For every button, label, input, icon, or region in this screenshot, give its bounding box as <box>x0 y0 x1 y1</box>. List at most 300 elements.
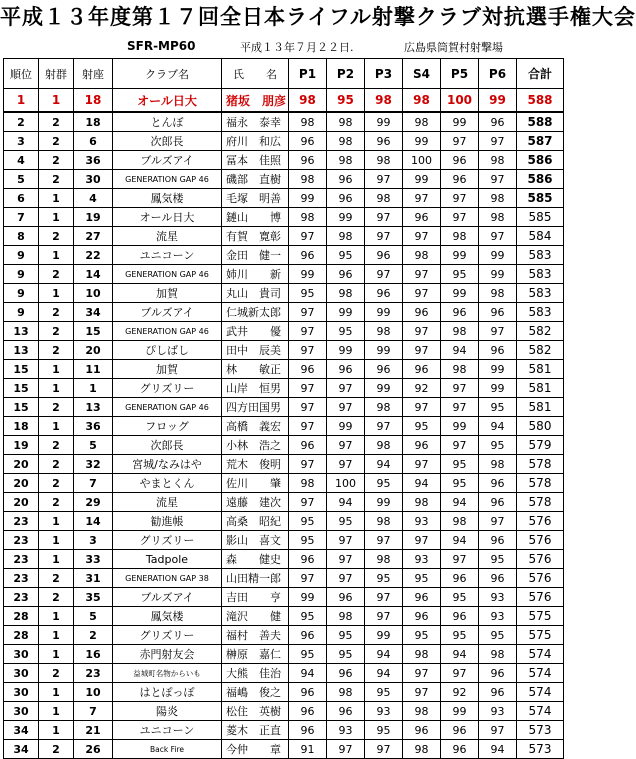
cell-club: グリズリー <box>113 379 222 398</box>
table-row <box>4 626 564 645</box>
cell-rank: 15 <box>4 379 39 398</box>
cell-p5: 98 <box>441 512 479 531</box>
cell-p3: 94 <box>365 455 403 474</box>
cell-name: 高橋 義宏 <box>222 417 289 436</box>
cell-name: 武井 優 <box>222 322 289 341</box>
cell-club: GENERATION GAP 46 <box>113 322 222 341</box>
cell-club: 勧進帳 <box>113 512 222 531</box>
table-row <box>4 512 564 531</box>
cell-club: グリズリー <box>113 626 222 645</box>
cell-name: 影山 喜文 <box>222 531 289 550</box>
cell-p6: 98 <box>479 208 517 227</box>
results-body <box>4 89 564 759</box>
cell-s4: 96 <box>403 208 441 227</box>
cell-p2: 97 <box>327 398 365 417</box>
cell-name: 今仲 章 <box>222 740 289 759</box>
cell-group: 1 <box>39 626 74 645</box>
cell-p2: 99 <box>327 208 365 227</box>
cell-p6: 96 <box>479 683 517 702</box>
cell-club: 流星 <box>113 493 222 512</box>
cell-s4: 95 <box>403 626 441 645</box>
cell-p6: 99 <box>479 89 517 113</box>
cell-group: 2 <box>39 112 74 132</box>
cell-p3: 96 <box>365 284 403 303</box>
cell-rank: 9 <box>4 303 39 322</box>
cell-name: 姉川 新 <box>222 265 289 284</box>
cell-total: 586 <box>517 170 564 189</box>
cell-name: 高桑 昭紀 <box>222 512 289 531</box>
cell-p1: 97 <box>289 455 327 474</box>
cell-p5: 97 <box>441 398 479 417</box>
cell-lane: 31 <box>74 569 113 588</box>
cell-group: 2 <box>39 398 74 417</box>
cell-p1: 97 <box>289 227 327 246</box>
cell-lane: 21 <box>74 721 113 740</box>
cell-s4: 97 <box>403 531 441 550</box>
cell-p1: 96 <box>289 683 327 702</box>
cell-s4: 98 <box>403 740 441 759</box>
cell-total: 586 <box>517 151 564 170</box>
cell-club: 陽炎 <box>113 702 222 721</box>
cell-name: 福村 善夫 <box>222 626 289 645</box>
cell-club: ブルズアイ <box>113 303 222 322</box>
cell-p6: 95 <box>479 398 517 417</box>
cell-total: 581 <box>517 360 564 379</box>
cell-p6: 97 <box>479 132 517 151</box>
table-row <box>4 474 564 493</box>
table-row <box>4 417 564 436</box>
cell-p1: 97 <box>289 379 327 398</box>
cell-p1: 97 <box>289 417 327 436</box>
cell-s4: 96 <box>403 721 441 740</box>
cell-name: 冨本 佳照 <box>222 151 289 170</box>
cell-name: 鏈山 博 <box>222 208 289 227</box>
cell-total: 579 <box>517 436 564 455</box>
cell-p2: 96 <box>327 360 365 379</box>
cell-club: 益城町名物からいも <box>113 664 222 683</box>
cell-p6: 93 <box>479 607 517 626</box>
cell-p5: 99 <box>441 246 479 265</box>
cell-p1: 94 <box>289 664 327 683</box>
cell-s4: 97 <box>403 227 441 246</box>
table-row <box>4 341 564 360</box>
cell-p3: 95 <box>365 721 403 740</box>
cell-name: 磯部 直樹 <box>222 170 289 189</box>
cell-total: 574 <box>517 683 564 702</box>
cell-name: 榊原 嘉仁 <box>222 645 289 664</box>
cell-p1: 96 <box>289 550 327 569</box>
cell-name: 福嶋 俊之 <box>222 683 289 702</box>
cell-p3: 99 <box>365 112 403 132</box>
cell-p5: 96 <box>441 303 479 322</box>
cell-p2: 98 <box>327 132 365 151</box>
cell-group: 2 <box>39 455 74 474</box>
cell-lane: 4 <box>74 189 113 208</box>
cell-name: 福永 泰幸 <box>222 112 289 132</box>
cell-total: 574 <box>517 702 564 721</box>
cell-p3: 99 <box>365 303 403 322</box>
cell-p2: 97 <box>327 379 365 398</box>
cell-p2: 95 <box>327 645 365 664</box>
cell-p5: 99 <box>441 112 479 132</box>
cell-group: 2 <box>39 569 74 588</box>
cell-lane: 33 <box>74 550 113 569</box>
cell-lane: 29 <box>74 493 113 512</box>
cell-p2: 97 <box>327 531 365 550</box>
cell-rank: 4 <box>4 151 39 170</box>
cell-club: 流星 <box>113 227 222 246</box>
cell-group: 1 <box>39 379 74 398</box>
cell-p6: 96 <box>479 303 517 322</box>
cell-group: 2 <box>39 322 74 341</box>
cell-p1: 96 <box>289 626 327 645</box>
cell-p3: 95 <box>365 569 403 588</box>
cell-rank: 13 <box>4 341 39 360</box>
table-row <box>4 360 564 379</box>
cell-p2: 96 <box>327 702 365 721</box>
cell-lane: 19 <box>74 208 113 227</box>
cell-s4: 95 <box>403 417 441 436</box>
cell-p6: 99 <box>479 265 517 284</box>
cell-p2: 97 <box>327 569 365 588</box>
cell-s4: 98 <box>403 702 441 721</box>
cell-total: 576 <box>517 569 564 588</box>
table-row <box>4 398 564 417</box>
cell-club: 宮城/なみはや <box>113 455 222 474</box>
cell-lane: 5 <box>74 436 113 455</box>
cell-p1: 99 <box>289 588 327 607</box>
cell-p1: 95 <box>289 645 327 664</box>
cell-s4: 96 <box>403 607 441 626</box>
cell-group: 2 <box>39 227 74 246</box>
cell-s4: 96 <box>403 436 441 455</box>
cell-name: 林 敏正 <box>222 360 289 379</box>
cell-p3: 98 <box>365 398 403 417</box>
cell-p3: 98 <box>365 89 403 113</box>
cell-p1: 96 <box>289 702 327 721</box>
cell-rank: 23 <box>4 550 39 569</box>
cell-lane: 10 <box>74 683 113 702</box>
cell-s4: 96 <box>403 360 441 379</box>
cell-rank: 9 <box>4 265 39 284</box>
cell-p3: 97 <box>365 607 403 626</box>
cell-rank: 28 <box>4 626 39 645</box>
cell-p5: 94 <box>441 493 479 512</box>
page-title: 平成１３年度第１７回全日本ライフル射撃クラブ対抗選手権大会 <box>0 5 636 29</box>
cell-name: 吉田 亨 <box>222 588 289 607</box>
cell-p2: 95 <box>327 626 365 645</box>
cell-p6: 98 <box>479 645 517 664</box>
cell-total: 582 <box>517 322 564 341</box>
cell-club: ユニコーン <box>113 721 222 740</box>
cell-total: 576 <box>517 512 564 531</box>
cell-club: ブルズアイ <box>113 588 222 607</box>
cell-lane: 7 <box>74 702 113 721</box>
cell-lane: 2 <box>74 626 113 645</box>
cell-name: 仁城新太郎 <box>222 303 289 322</box>
cell-p6: 95 <box>479 436 517 455</box>
cell-p5: 97 <box>441 379 479 398</box>
cell-rank: 20 <box>4 474 39 493</box>
cell-p2: 98 <box>327 607 365 626</box>
cell-p3: 97 <box>365 265 403 284</box>
table-row <box>4 683 564 702</box>
cell-p1: 96 <box>289 132 327 151</box>
cell-p5: 99 <box>441 284 479 303</box>
cell-total: 578 <box>517 474 564 493</box>
cell-name: 松住 英樹 <box>222 702 289 721</box>
cell-group: 1 <box>39 683 74 702</box>
cell-s4: 96 <box>403 303 441 322</box>
cell-rank: 20 <box>4 493 39 512</box>
cell-p2: 97 <box>327 550 365 569</box>
cell-p5: 97 <box>441 208 479 227</box>
cell-p5: 96 <box>441 721 479 740</box>
cell-club: はとぽっぽ <box>113 683 222 702</box>
cell-p5: 98 <box>441 322 479 341</box>
cell-p6: 95 <box>479 550 517 569</box>
cell-s4: 96 <box>403 588 441 607</box>
cell-rank: 20 <box>4 455 39 474</box>
cell-p5: 96 <box>441 151 479 170</box>
cell-p6: 94 <box>479 417 517 436</box>
table-row <box>4 569 564 588</box>
cell-p6: 99 <box>479 360 517 379</box>
event-date: 平成１３年７月２２日. <box>240 41 354 54</box>
cell-rank: 23 <box>4 512 39 531</box>
cell-p5: 98 <box>441 227 479 246</box>
cell-lane: 18 <box>74 112 113 132</box>
table-row <box>4 132 564 151</box>
header-p3: P3 <box>365 59 403 89</box>
cell-name: 佐川 肇 <box>222 474 289 493</box>
cell-p3: 98 <box>365 189 403 208</box>
cell-p2: 100 <box>327 474 365 493</box>
cell-rank: 18 <box>4 417 39 436</box>
cell-club: 赤門射友会 <box>113 645 222 664</box>
cell-name: 山田精一郎 <box>222 569 289 588</box>
cell-club: GENERATION GAP 38 <box>113 569 222 588</box>
table-row <box>4 265 564 284</box>
cell-lane: 11 <box>74 360 113 379</box>
table-row <box>4 588 564 607</box>
cell-rank: 23 <box>4 531 39 550</box>
cell-s4: 97 <box>403 189 441 208</box>
cell-p2: 98 <box>327 112 365 132</box>
cell-p2: 99 <box>327 417 365 436</box>
cell-p3: 97 <box>365 531 403 550</box>
cell-p5: 92 <box>441 683 479 702</box>
cell-group: 2 <box>39 341 74 360</box>
cell-club: フロッグ <box>113 417 222 436</box>
cell-p2: 98 <box>327 683 365 702</box>
cell-p6: 96 <box>479 474 517 493</box>
table-row <box>4 702 564 721</box>
cell-group: 1 <box>39 284 74 303</box>
cell-p5: 96 <box>441 569 479 588</box>
cell-rank: 9 <box>4 246 39 265</box>
table-row <box>4 189 564 208</box>
cell-p2: 97 <box>327 740 365 759</box>
cell-p5: 100 <box>441 89 479 113</box>
cell-lane: 35 <box>74 588 113 607</box>
cell-p5: 97 <box>441 189 479 208</box>
header-s4: S4 <box>403 59 441 89</box>
cell-group: 2 <box>39 474 74 493</box>
cell-total: 573 <box>517 721 564 740</box>
cell-p6: 98 <box>479 455 517 474</box>
cell-p5: 94 <box>441 645 479 664</box>
cell-club: オール日大 <box>113 89 222 113</box>
cell-club: 次郎長 <box>113 132 222 151</box>
cell-p1: 95 <box>289 607 327 626</box>
cell-p1: 91 <box>289 740 327 759</box>
cell-rank: 7 <box>4 208 39 227</box>
cell-name: 山岸 恒男 <box>222 379 289 398</box>
cell-rank: 30 <box>4 702 39 721</box>
cell-group: 1 <box>39 189 74 208</box>
cell-p5: 97 <box>441 550 479 569</box>
cell-lane: 26 <box>74 740 113 759</box>
cell-s4: 97 <box>403 284 441 303</box>
cell-p1: 96 <box>289 360 327 379</box>
table-row <box>4 89 564 113</box>
cell-s4: 95 <box>403 569 441 588</box>
cell-p3: 99 <box>365 626 403 645</box>
cell-lane: 16 <box>74 645 113 664</box>
cell-club: 鳳気楼 <box>113 607 222 626</box>
cell-lane: 34 <box>74 303 113 322</box>
cell-p1: 98 <box>289 170 327 189</box>
cell-lane: 30 <box>74 170 113 189</box>
cell-p5: 99 <box>441 417 479 436</box>
table-row <box>4 246 564 265</box>
header-lane: 射座 <box>74 59 113 89</box>
cell-name: 丸山 貴司 <box>222 284 289 303</box>
cell-name: 金田 健一 <box>222 246 289 265</box>
event-venue: 広島県筒賀村射撃場 <box>404 41 503 54</box>
cell-lane: 3 <box>74 531 113 550</box>
cell-p3: 99 <box>365 341 403 360</box>
cell-name: 府川 和広 <box>222 132 289 151</box>
cell-p6: 96 <box>479 341 517 360</box>
cell-p3: 98 <box>365 550 403 569</box>
cell-p2: 99 <box>327 341 365 360</box>
cell-rank: 30 <box>4 683 39 702</box>
cell-p3: 98 <box>365 512 403 531</box>
header-p2: P2 <box>327 59 365 89</box>
cell-p6: 97 <box>479 227 517 246</box>
cell-p3: 98 <box>365 436 403 455</box>
cell-p3: 97 <box>365 417 403 436</box>
cell-club: 次郎長 <box>113 436 222 455</box>
table-row <box>4 379 564 398</box>
cell-p1: 96 <box>289 151 327 170</box>
cell-club: とんぼ <box>113 112 222 132</box>
cell-p3: 95 <box>365 474 403 493</box>
cell-name: 有賀 寛彰 <box>222 227 289 246</box>
header-row <box>4 59 564 89</box>
cell-p1: 99 <box>289 189 327 208</box>
cell-p2: 96 <box>327 170 365 189</box>
cell-club: 加賀 <box>113 360 222 379</box>
cell-s4: 99 <box>403 132 441 151</box>
cell-group: 1 <box>39 721 74 740</box>
cell-name: 森 健史 <box>222 550 289 569</box>
results-table <box>3 58 564 759</box>
cell-club: 鳳気楼 <box>113 189 222 208</box>
cell-p1: 98 <box>289 208 327 227</box>
cell-total: 578 <box>517 455 564 474</box>
cell-p5: 96 <box>441 607 479 626</box>
cell-club: 加賀 <box>113 284 222 303</box>
cell-p1: 98 <box>289 89 327 113</box>
cell-p6: 96 <box>479 531 517 550</box>
cell-total: 578 <box>517 493 564 512</box>
cell-total: 583 <box>517 303 564 322</box>
cell-p5: 97 <box>441 664 479 683</box>
cell-s4: 97 <box>403 455 441 474</box>
cell-p5: 99 <box>441 702 479 721</box>
header-name: 氏 名 <box>222 59 289 89</box>
cell-p3: 94 <box>365 645 403 664</box>
cell-p3: 98 <box>365 151 403 170</box>
cell-p1: 96 <box>289 436 327 455</box>
cell-p1: 98 <box>289 112 327 132</box>
cell-group: 2 <box>39 493 74 512</box>
cell-club: オール日大 <box>113 208 222 227</box>
cell-lane: 23 <box>74 664 113 683</box>
cell-p2: 96 <box>327 265 365 284</box>
cell-s4: 93 <box>403 550 441 569</box>
cell-total: 583 <box>517 265 564 284</box>
cell-p3: 99 <box>365 493 403 512</box>
table-row <box>4 550 564 569</box>
header-group: 射群 <box>39 59 74 89</box>
cell-p2: 99 <box>327 303 365 322</box>
cell-p6: 97 <box>479 512 517 531</box>
cell-lane: 36 <box>74 151 113 170</box>
cell-s4: 94 <box>403 474 441 493</box>
cell-p2: 96 <box>327 588 365 607</box>
cell-p5: 97 <box>441 436 479 455</box>
cell-group: 1 <box>39 531 74 550</box>
header-p1: P1 <box>289 59 327 89</box>
cell-p3: 97 <box>365 740 403 759</box>
cell-rank: 2 <box>4 112 39 132</box>
cell-club: GENERATION GAP 46 <box>113 398 222 417</box>
cell-p2: 98 <box>327 151 365 170</box>
cell-p2: 96 <box>327 189 365 208</box>
cell-lane: 10 <box>74 284 113 303</box>
cell-group: 2 <box>39 664 74 683</box>
cell-p6: 93 <box>479 702 517 721</box>
cell-p5: 95 <box>441 455 479 474</box>
cell-p1: 95 <box>289 531 327 550</box>
cell-total: 580 <box>517 417 564 436</box>
cell-total: 573 <box>517 740 564 759</box>
cell-total: 576 <box>517 588 564 607</box>
cell-p1: 96 <box>289 246 327 265</box>
cell-p2: 98 <box>327 227 365 246</box>
table-row <box>4 284 564 303</box>
cell-group: 2 <box>39 588 74 607</box>
cell-rank: 15 <box>4 360 39 379</box>
cell-p5: 95 <box>441 474 479 493</box>
cell-p6: 95 <box>479 626 517 645</box>
cell-p6: 97 <box>479 322 517 341</box>
cell-p6: 93 <box>479 588 517 607</box>
